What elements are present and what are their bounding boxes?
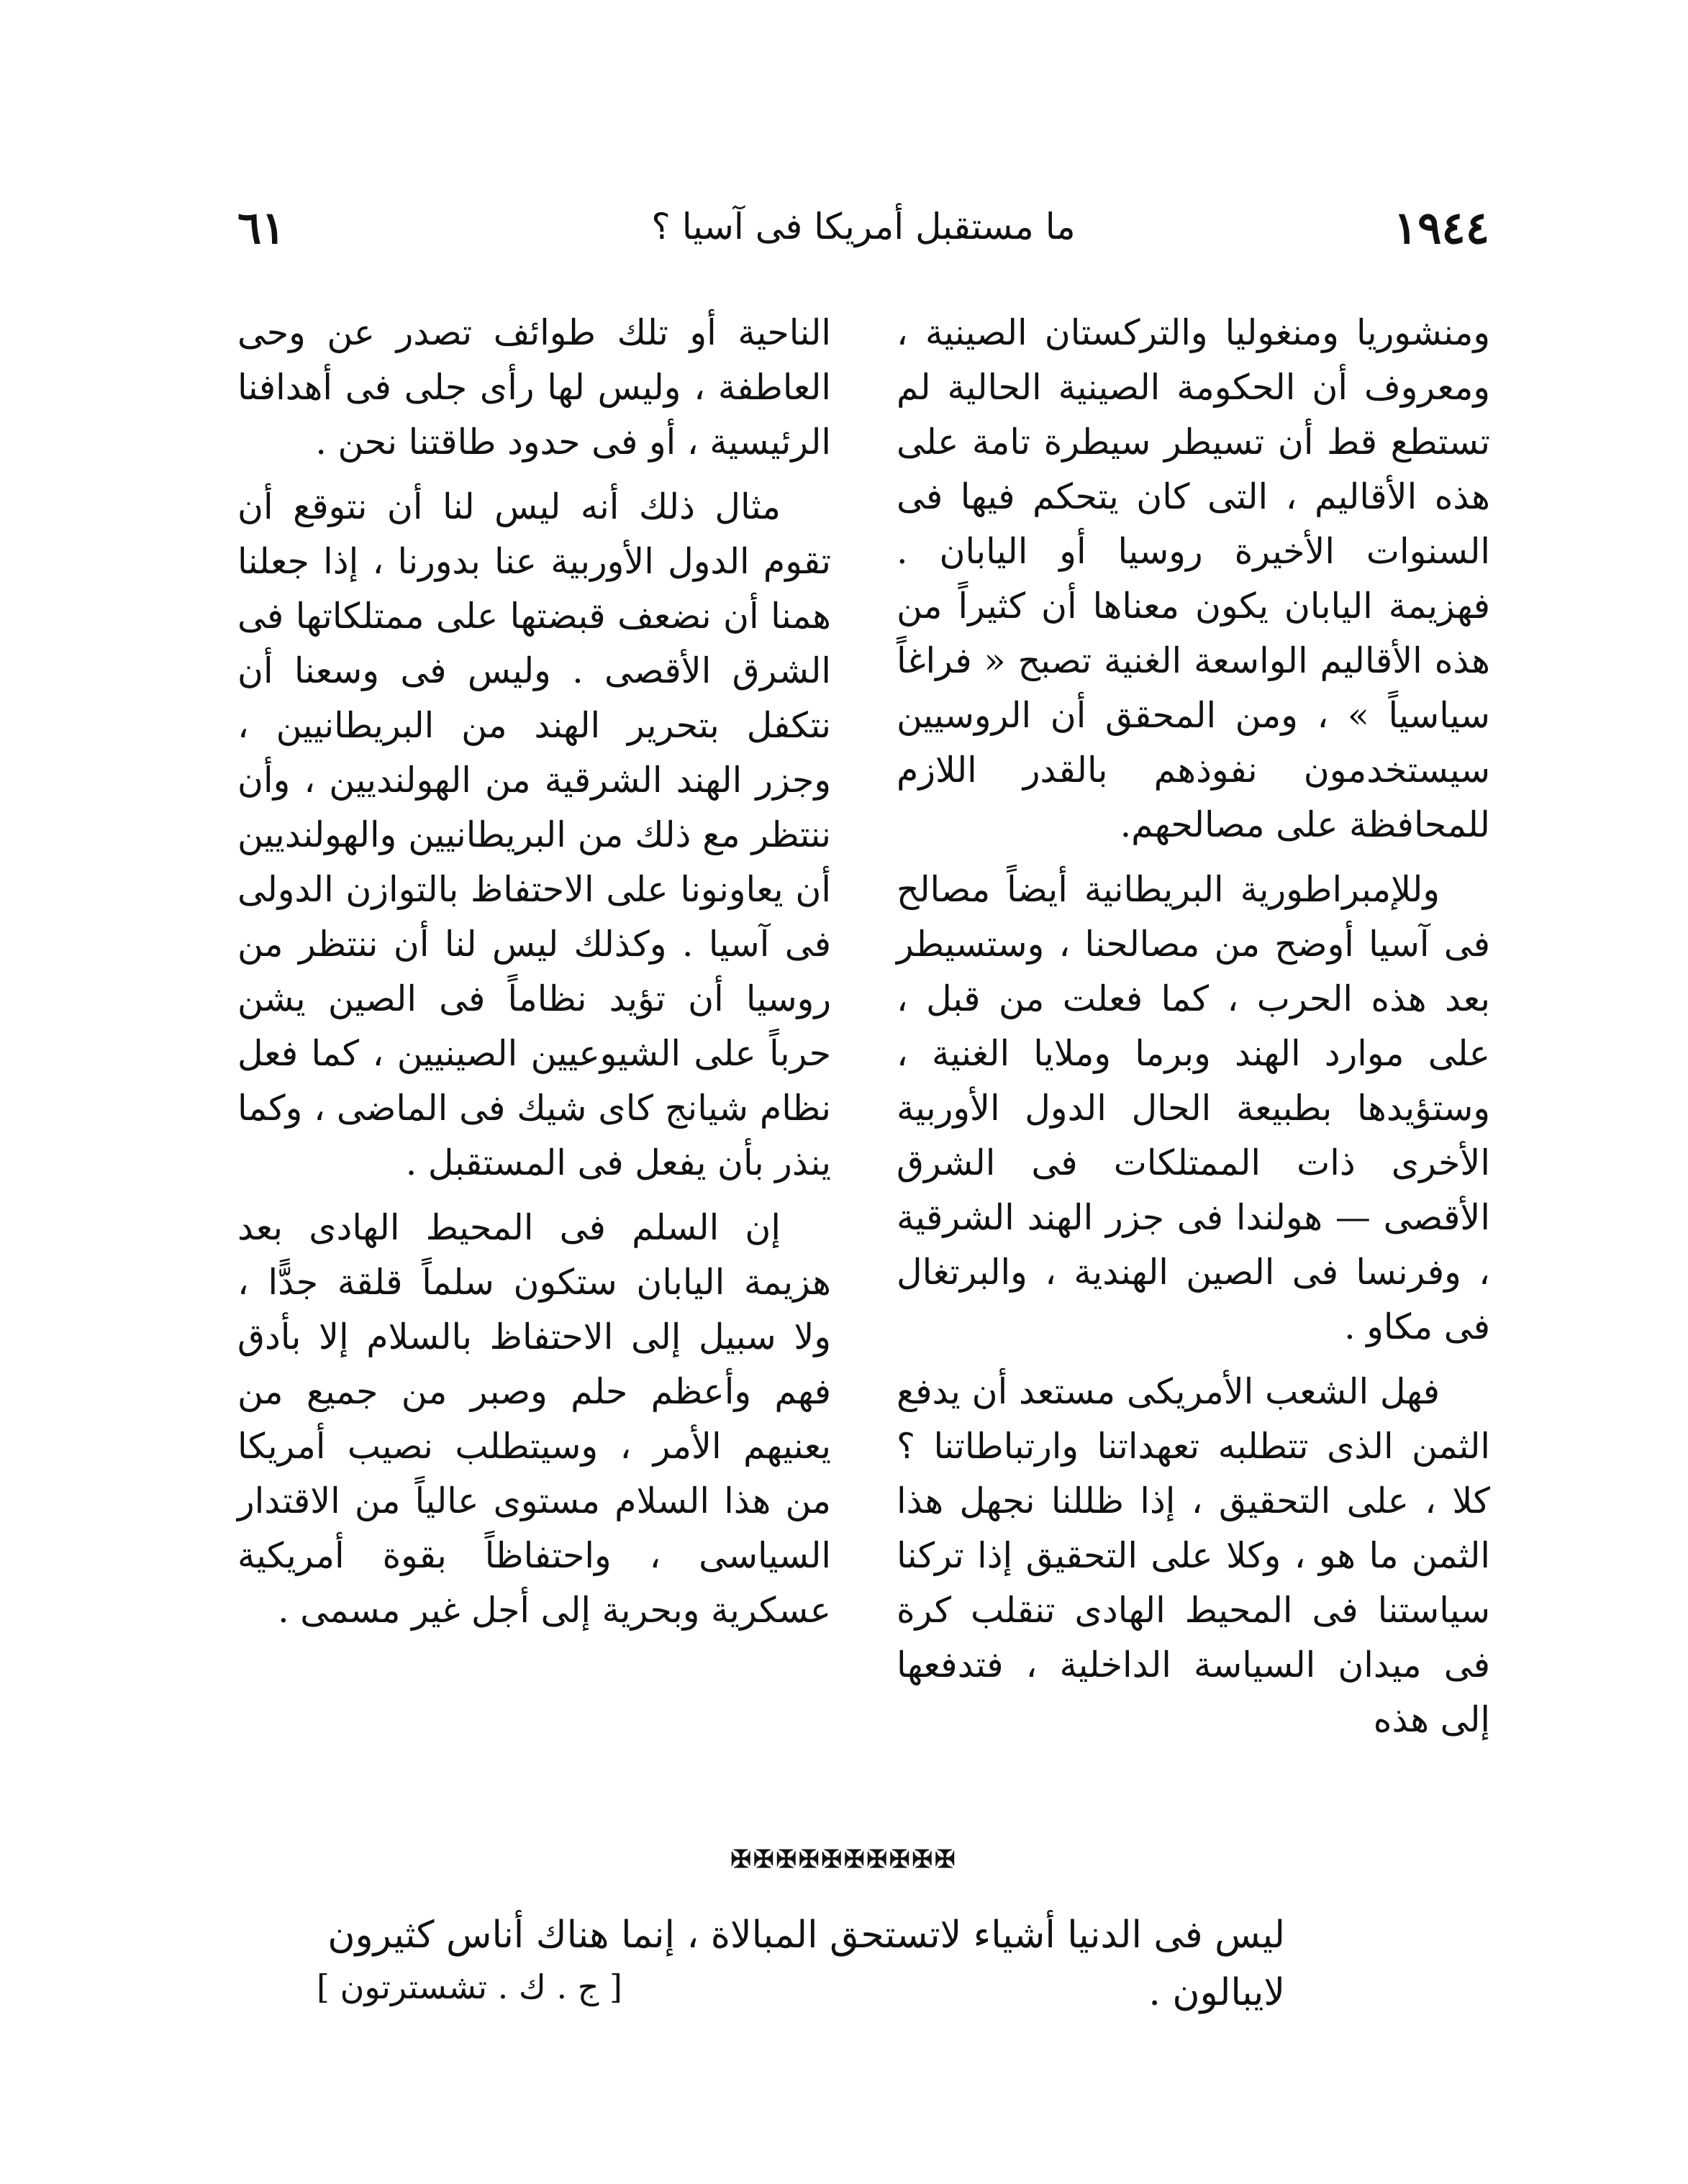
ornamental-separator: ✠✠✠✠✠✠✠✠✠✠ (730, 1845, 958, 1874)
right-column (897, 306, 1490, 1816)
paragraph: وللإمبراطورية البريطانية أيضاً مصالح فى آسيا أوضح من مصالحنا ، وستسيطر بعد هذه الحرب ، كما فعلت من قبل ، على موارد الهند وبرما وملايا الغنية ، وستؤيدها بطبيعة الحال الدول الأوربية الأخرى ذات الممتلكات فى الشرق الأقصى — هولندا فى جزر الهند الشرقية ، وفرنسا فى الصين الهندية ، والبرتغال فى مكاو . (897, 869, 1490, 1347)
header-title: ما مستقبل أمريكا فى آسيا ؟ (651, 206, 1076, 247)
paragraph: ومنشوريا ومنغوليا والتركستان الصينية ، ومعروف أن الحكومة الصينية الحالية لم تستطع قط أن تسيطر سيطرة تامة على هذه الأقاليم ، التى كان يتحكم فيها فى السنوات الأخيرة روسيا أو اليابان . فهزيمة اليابان يكون معناها أن كثيراً من هذه الأقاليم الواسعة الغنية تصبح « فراغاً سياسياً » ، ومن المحقق أن الروسيين سيستخدمون نفوذهم بالقدر اللازم للمحافظة على مصالحهم. (897, 312, 1490, 845)
closing-quote: ليس فى الدنيا أشياء لاتستحق المبالاة ، إنما هناك أناس كثيرون لايبالون . (327, 1914, 1285, 2014)
paragraph: إن السلم فى المحيط الهادى بعد هزيمة اليابان ستكون سلماً قلقة جدًّا ، ولا سبيل إلى الاحتفاظ بالسلام إلا بأدق فهم وأعظم حلم وصبر من جميع من يعنيهم الأمر ، وسيتطلب نصيب أمريكا من هذا السلام مستوى عالياً من الاقتدار السياسى ، واحتفاظاً بقوة أمريكية عسكرية وبحرية إلى أجل غير مسمى . (237, 1207, 831, 1631)
paragraph: مثال ذلك أنه ليس لنا أن نتوقع أن تقوم الدول الأوربية عنا بدورنا ، إذا جعلنا همنا أن نضعف قبضتها على ممتلكاتها فى الشرق الأقصى . وليس فى وسعنا أن نتكفل بتحرير الهند من البريطانيين ، وجزر الهند الشرقية من الهولنديين ، وأن ننتظر مع ذلك من البريطانيين والهولنديين أن يعاونونا على الاحتفاظ بالتوازن الدولى فى آسيا . وكذلك ليس لنا أن ننتظر من روسيا أن تؤيد نظاماً فى الصين يشن حرباً على الشيوعيين الصينيين ، كما فعل نظام شيانج كاى شيك فى الماضى ، وكما ينذر بأن يفعل فى المستقبل . (237, 486, 831, 1183)
header-year: ١٩٤٤ (1393, 201, 1489, 254)
page-number: ٦١ (237, 201, 286, 254)
paragraph: فهل الشعب الأمريكى مستعد أن يدفع الثمن الذى تتطلبه تعهداتنا وارتباطاتنا ؟ كلا ، على التحقيق ، إذا ظللنا نجهل هذا الثمن ما هو ، وكلا على التحقيق إذا تركنا سياستنا فى المحيط الهادى تنقلب كرة فى ميدان السياسة الداخلية ، فتدفعها إلى هذه (897, 1371, 1490, 1740)
quote-attribution: [ ج . ك . تشسترتون ] (317, 1967, 622, 2006)
paragraph: الناحية أو تلك طوائف تصدر عن وحى العاطفة ، وليس لها رأى جلى فى أهدافنا الرئيسية ، أو فى حدود طاقتنا نحن . (237, 312, 831, 463)
left-column (237, 306, 831, 1816)
running-header (237, 201, 1489, 273)
